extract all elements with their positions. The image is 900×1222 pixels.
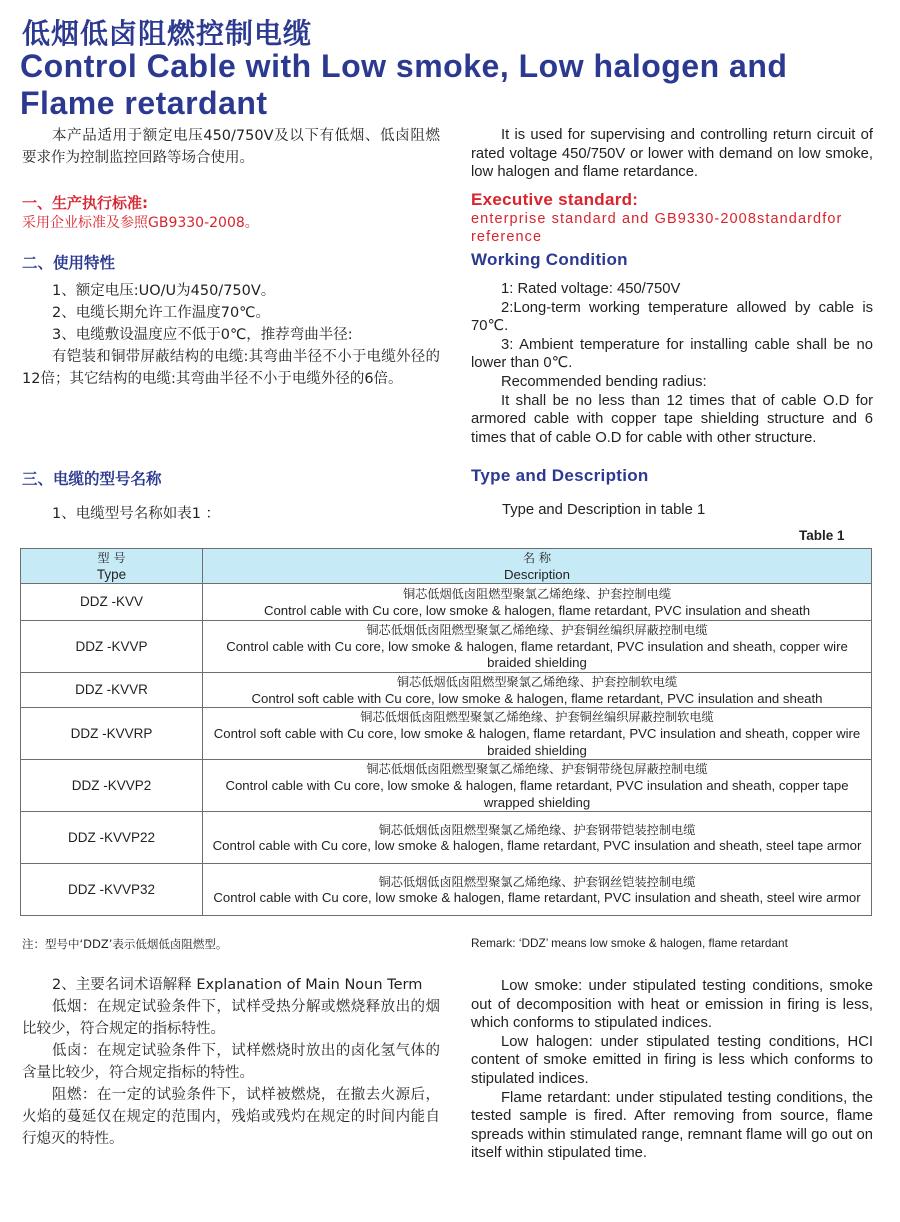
desc-en: Control soft cable with Cu core, low smoke & halogen, flame retardant, PVC insulation and sheath — [251, 690, 823, 706]
desc-cn: 铜芯低烟低卤阻燃型聚氯乙烯绝缘、护套控制电缆 — [402, 587, 672, 602]
working-item-cn: 1、额定电压:UO/U为450/750V。 — [52, 283, 276, 299]
type-text-en: Type and Description in table 1 — [502, 502, 706, 518]
type-heading-en: Type and Description — [471, 466, 649, 485]
intro-cn: 本产品适用于额定电压450/750V及以下有低烟、低卤阻燃要求作为控制监控回路等场合使用。 — [22, 128, 440, 166]
table-row — [21, 708, 872, 760]
title-cn: 低烟低卤阻燃控制电缆 — [22, 17, 313, 50]
header-type-cn: 型 号 — [97, 551, 126, 565]
table-caption: Table 1 — [799, 528, 845, 543]
working-list-en — [471, 280, 873, 447]
working-item-cn: 2、电缆长期允许工作温度70℃。 — [52, 305, 270, 321]
desc-cell — [203, 673, 872, 708]
term-item-cn: 低烟：在规定试验条件下，试样受热分解或燃烧释放出的烟比较少，符合规定的指标特性。 — [22, 999, 440, 1037]
working-item-en: 1: Rated voltage: 450/750V — [501, 281, 681, 297]
standard-heading-cn: 一、生产执行标准: — [22, 194, 148, 212]
working-item-en: It shall be no less than 12 times that of cable O.D for armored cable with copper tape shielding structure and 6 times that of cable O.D for cable with other structure. — [471, 392, 873, 446]
model-cell: DDZ -KVVP32 — [21, 864, 203, 916]
desc-cell — [203, 760, 872, 812]
working-heading-cn: 二、使用特性 — [22, 254, 116, 272]
desc-cell — [203, 621, 872, 673]
desc-cn: 铜芯低烟低卤阻燃型聚氯乙烯绝缘、护套钢丝铠装控制电缆 — [378, 874, 696, 889]
desc-cn: 铜芯低烟低卤阻燃型聚氯乙烯绝缘、护套铜带绕包屏蔽控制电缆 — [366, 762, 708, 777]
desc-cell — [203, 812, 872, 864]
model-cell: DDZ -KVVP22 — [21, 812, 203, 864]
type-heading-cn: 三、电缆的型号名称 — [22, 470, 162, 488]
desc-en: Control cable with Cu core, low smoke & halogen, flame retardant, PVC insulation and sheath — [263, 602, 811, 618]
working-item-en: 2:Long-term working temperature allowed by cable is 70℃. — [471, 299, 873, 335]
desc-cn: 铜芯低烟低卤阻燃型聚氯乙烯绝缘、护套钢带铠装控制电缆 — [378, 822, 696, 837]
model-cell: DDZ -KVVP — [21, 621, 203, 673]
desc-cn: 铜芯低烟低卤阻燃型聚氯乙烯绝缘、护套铜丝编织屏蔽控制电缆 — [366, 623, 708, 638]
header-desc-en: Description — [504, 566, 570, 582]
model-cell: DDZ -KVVR — [21, 673, 203, 708]
model-cell: DDZ -KVV — [21, 584, 203, 621]
term-item-en: Flame retardant: under stipulated testing conditions, the tested sample is fired. After removing from source, flame spreads within stimulated range, remnant flame will go out on itself within stipulated time. — [471, 1089, 873, 1162]
cable-type-table — [20, 548, 872, 916]
table-row — [21, 584, 872, 621]
header-desc-cell — [203, 549, 872, 584]
term-item-en: Low smoke: under stipulated testing conditions, smoke out of decomposition with heat or emission in firing is less, which conforms to stipulated indices. — [471, 978, 873, 1032]
standard-text-en-line1: enterprise standard and GB9330-2008standardfor — [471, 211, 843, 227]
desc-en: Control cable with Cu core, low smoke & halogen, flame retardant, PVC insulation and sheath, copper tape wrapped shielding — [225, 778, 849, 810]
table-row — [21, 864, 872, 916]
remark-en: Remark: ‘DDZ’ means low smoke & halogen, flame retardant — [471, 936, 788, 950]
desc-cn: 铜芯低烟低卤阻燃型聚氯乙烯绝缘、护套铜丝编织屏蔽控制软电缆 — [360, 710, 714, 725]
table-row — [21, 621, 872, 673]
desc-en: Control soft cable with Cu core, low smoke & halogen, flame retardant, PVC insulation and sheath, copper wire braided shielding — [213, 726, 861, 758]
remark-cn: 注：型号中‘DDZ’表示低烟低卤阻燃型。 — [22, 937, 228, 951]
terms-heading-cn: 2、主要名词术语解释 Explanation of Main Noun Term — [52, 977, 423, 993]
working-item-en: Recommended bending radius: — [501, 373, 707, 390]
intro-en: It is used for supervising and controlling return circuit of rated voltage 450/750V or lower with demand on low smoke, low halogen and flame retardance. — [471, 127, 873, 181]
header-desc-cn: 名 称 — [522, 551, 552, 565]
standard-heading-en: Executive standard: — [471, 190, 639, 209]
table-row — [21, 812, 872, 864]
working-item-en: 3: Ambient temperature for installing cable shall be no lower than 0℃. — [471, 336, 873, 372]
working-item-cn: 有铠装和铜带屏蔽结构的电缆:其弯曲半径不小于电缆外径的12倍；其它结构的电缆:其弯曲半径不小于电缆外径的6倍。 — [22, 349, 440, 387]
desc-cell — [203, 864, 872, 916]
terms-list-en — [471, 977, 873, 1163]
table-row — [21, 673, 872, 708]
term-item-en: Low halogen: under stipulated testing conditions, HCI content of smoke emitted in firing is less which conforms to stipulated indices. — [471, 1033, 873, 1087]
desc-en: Control cable with Cu core, low smoke & halogen, flame retardant, PVC insulation and sheath, steel tape armor — [212, 838, 862, 854]
type-text-cn: 1、电缆型号名称如表1 ： — [52, 506, 221, 522]
desc-en: Control cable with Cu core, low smoke & halogen, flame retardant, PVC insulation and sheath, steel wire armor — [213, 890, 861, 906]
working-list-cn — [22, 280, 440, 390]
desc-en: Control cable with Cu core, low smoke & halogen, flame retardant, PVC insulation and sheath, copper wire braided shielding — [226, 638, 848, 671]
standard-text-cn: 采用企业标准及参照GB9330-2008。 — [22, 215, 259, 231]
header-type-cell — [21, 549, 203, 584]
desc-cell — [203, 708, 872, 760]
terms-list-cn — [22, 974, 440, 1150]
term-item-cn: 低卤：在规定试验条件下，试样燃烧时放出的卤化氢气体的含量比较少，符合规定指标的特性。 — [22, 1043, 440, 1081]
model-cell: DDZ -KVVRP — [21, 708, 203, 760]
header-type-en: Type — [96, 566, 127, 582]
title-en-line2: Flame retardant — [20, 85, 268, 121]
standard-text-en-line2: reference — [471, 229, 543, 245]
term-item-cn: 阻燃：在一定的试验条件下，试样被燃烧，在撤去火源后，火焰的蔓延仅在规定的范围内，残焰或残灼在规定的时间内能自行熄灭的特性。 — [22, 1087, 440, 1147]
working-item-cn: 3、电缆敷设温度应不低于0℃，推荐弯曲半径: — [52, 327, 353, 343]
desc-cell — [203, 584, 872, 621]
title-en-line1: Control Cable with Low smoke, Low halogen and — [20, 48, 788, 84]
table-header-row — [21, 549, 872, 584]
working-heading-en: Working Condition — [471, 250, 628, 269]
table-row — [21, 760, 872, 812]
desc-cn: 铜芯低烟低卤阻燃型聚氯乙烯绝缘、护套控制软电缆 — [396, 675, 678, 690]
model-cell: DDZ -KVVP2 — [21, 760, 203, 812]
